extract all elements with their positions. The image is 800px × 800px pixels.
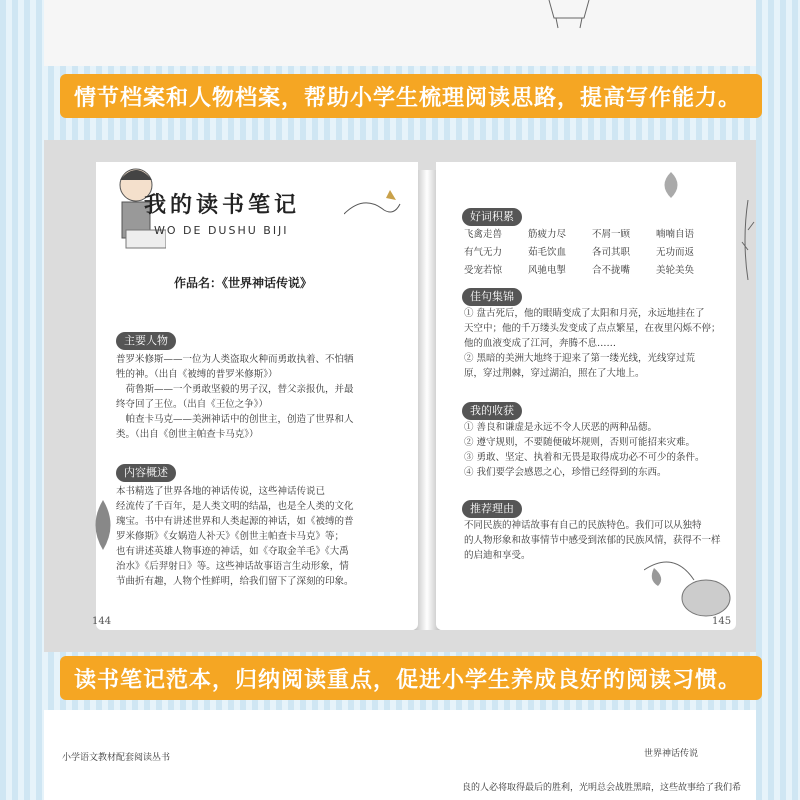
right-page-number: 145 (712, 616, 732, 627)
series-header: 小学语文教材配套阅读丛书 (62, 753, 171, 763)
vocab-row (464, 226, 744, 244)
vocab-row (464, 262, 744, 280)
sentences-text: ① 盘古死后，他的眼睛变成了太阳和月亮，永远地挂在了 天空中；他的千万缕头发变成了点点繁星，在夜里闪烁不停； 他的血液变成了江河，奔腾不息…… ② 黑暗的美洲大地终于迎来了第一缕光线，光线穿过荒 原，穿过荆棘，穿过湖泊，照在了大地上。 (464, 308, 721, 379)
sketch-illustration (44, 0, 756, 66)
vocab-list (464, 226, 744, 280)
bottom-banner: 读书笔记范本，归纳阅读重点，促进小学生养成良好的阅读习惯。 (60, 656, 762, 700)
vocab-item: 不屑一顾 (592, 229, 631, 240)
notes-title: 我的读书笔记 (144, 192, 301, 218)
vocab-item: 筋疲力尽 (528, 229, 567, 240)
leaf-decoration (88, 500, 118, 550)
bottom-page-fragment (44, 710, 756, 800)
main-characters-tag: 主要人物 (116, 332, 176, 350)
book-header: 世界神话传说 (644, 749, 699, 759)
vocab-item: 受宠若惊 (464, 265, 503, 276)
branch-decoration (740, 200, 756, 280)
vocab-row (464, 244, 744, 262)
vocab-item: 风驰电掣 (528, 265, 567, 276)
reason-text: 不同民族的神话故事有自己的民族特色。我们可以从独特 的人物形象和故事情节中感受到浓郁的民族风情，获得不一样 的启迪和享受。 (464, 520, 721, 561)
sentences-tag: 佳句集锦 (462, 288, 522, 306)
work-name: 作品名：《世界神话传说》 (174, 276, 313, 290)
notes-title-pinyin: WO DE DUSHU BIJI (154, 224, 289, 237)
page-text: 良的人必将取得最后的胜利，光明总会战胜黑暗，这些故事给了我们希 (462, 783, 742, 793)
main-characters-text: 普罗米修斯——一位为人类盗取火种而勇敢执着、不怕牺 牲的神。（出自《被缚的普罗米修斯》） 荷鲁斯——一个勇敢坚毅的男子汉，替父亲报仇，并最 终夺回了王位。（出自《王位之争》） 帕查卡马克——美洲神话中的创世主，创造了世界和人 类。（出自《创世主帕查卡马克》） (116, 354, 354, 440)
vocab-item: 飞禽走兽 (464, 229, 503, 240)
summary-tag: 内容概述 (116, 464, 176, 482)
vocab-tag: 好词积累 (462, 208, 522, 226)
summary-text: 本书精选了世界各地的神话传说，这些神话传说已 经流传了千百年，是人类文明的结晶，也是全人类的文化 瑰宝。书中有讲述世界和人类起源的神话，如《被缚的普 罗米修斯》《女娲造人补天》《创世主帕查卡马克》等； 也有讲述英雄人物事迹的神话，如《夺取金羊毛》《大禹 治水》《后羿射日》等。这些神话故事语言生动形象，情 节曲折有趣，人物个性鲜明，给我们留下了深刻的印象。 (116, 486, 354, 587)
gains-tag: 我的收获 (462, 402, 522, 420)
leaf-swirl-decoration (344, 184, 404, 224)
pumpkin-vine-illustration (644, 550, 734, 620)
vocab-item: 有气无力 (464, 247, 503, 258)
top-page-fragment (44, 0, 756, 66)
leaf-decoration (656, 170, 686, 200)
vocab-item: 喃喃自语 (656, 229, 695, 240)
vocab-item: 茹毛饮血 (528, 247, 567, 258)
vocab-item: 各司其职 (592, 247, 631, 258)
vocab-item: 无功而返 (656, 247, 695, 258)
vocab-item: 美轮美奂 (656, 265, 695, 276)
left-page-number: 144 (92, 616, 112, 627)
reason-tag: 推荐理由 (462, 500, 522, 518)
vocab-item: 合不拢嘴 (592, 265, 631, 276)
gains-text: ① 善良和谦虚是永远不令人厌恶的两种品德。 ② 遵守规则，不要随便破坏规则，否则可能招来灾难。 ③ 勇敢、坚定、执着和无畏是取得成功必不可少的条件。 ④ 我们要学会感恩之心，珍惜已经得到的东西。 (464, 422, 705, 478)
top-banner: 情节档案和人物档案，帮助小学生梳理阅读思路，提高写作能力。 (60, 74, 762, 118)
reading-notes-spread (44, 140, 756, 652)
